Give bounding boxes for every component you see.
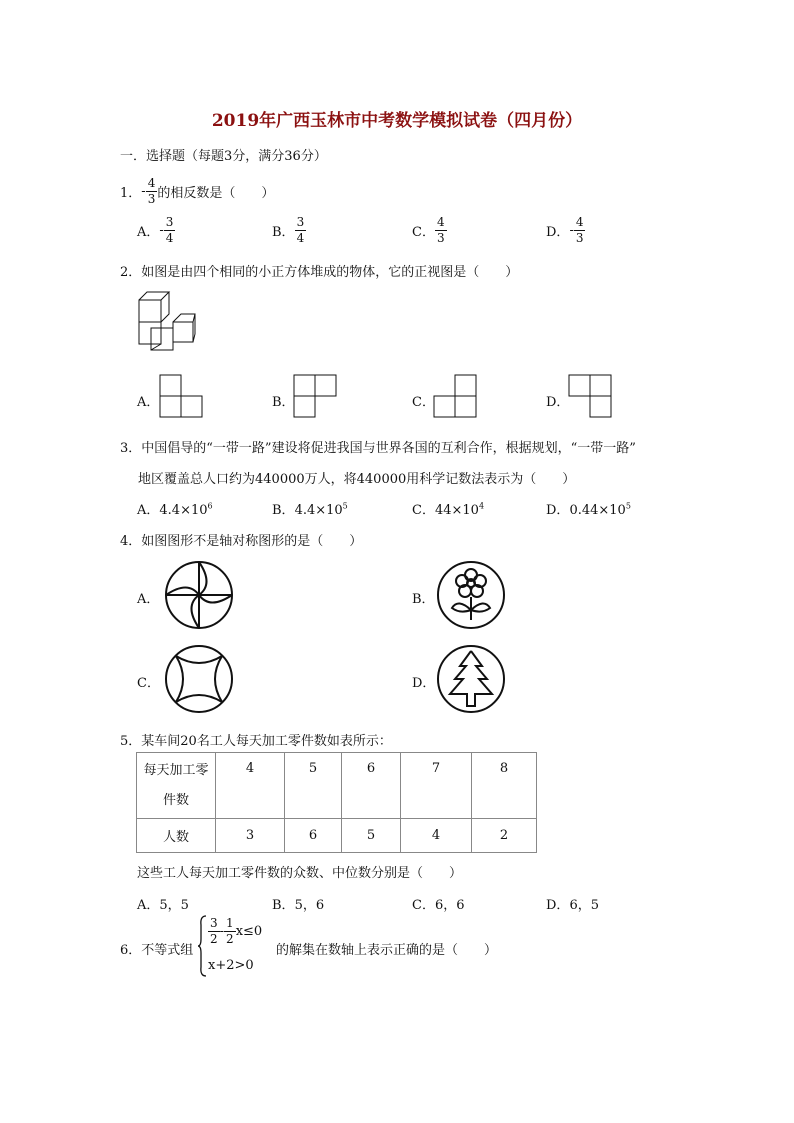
table-cell: 2 bbox=[472, 819, 537, 853]
section-heading: 一．选择题（每题3分，满分36分） bbox=[120, 149, 327, 164]
q3-option-c[interactable]: C．$44\times 10^4$ bbox=[412, 501, 485, 518]
q3-option-d[interactable]: D．$0.44\times 10^5$ bbox=[546, 501, 631, 518]
q2-option-a-figure[interactable] bbox=[160, 375, 204, 419]
question-1-fraction: $\frac{4}{3}$ bbox=[147, 176, 156, 206]
tree-circle-figure[interactable] bbox=[436, 644, 506, 714]
concave-square-circle-figure[interactable] bbox=[164, 644, 234, 714]
q2-option-c-label[interactable]: C． bbox=[412, 395, 435, 410]
question-2-stem: 2．如图是由四个相同的小正方体堆成的物体，它的正视图是（ ） bbox=[120, 265, 519, 280]
question-4-stem: 4．如图图形不是轴对称图形的是（ ） bbox=[120, 534, 363, 549]
table-header-cell: 人数 bbox=[137, 819, 216, 853]
table-cell: 6 bbox=[342, 753, 401, 819]
q4-option-a-label[interactable]: A． bbox=[137, 592, 160, 607]
page-title: 2019年广西玉林市中考数学模拟试卷（四月份） bbox=[211, 111, 583, 131]
q3-option-a[interactable]: A．$4.4\times 10^6$ bbox=[137, 501, 213, 518]
inequality-2: x+2>0 bbox=[208, 958, 254, 973]
q1-option-a[interactable]: A． - $\frac{3}{4}$ bbox=[137, 215, 174, 245]
q1-option-d[interactable]: D． - $\frac{4}{3}$ bbox=[546, 215, 584, 245]
q5-option-c[interactable]: C．6，6 bbox=[412, 898, 465, 913]
question-5-stem: 5．某车间20名工人每天加工零件数如表所示： bbox=[120, 734, 392, 749]
table-header-cell: 每天加工零 件数 bbox=[137, 753, 216, 819]
table-cell: 5 bbox=[342, 819, 401, 853]
question-1-number: 1． bbox=[120, 186, 142, 201]
brace-icon bbox=[197, 915, 207, 977]
table-cell: 5 bbox=[285, 753, 342, 819]
q2-option-d-figure[interactable] bbox=[569, 375, 613, 419]
table-cell: 4 bbox=[401, 819, 472, 853]
question-6-prefix: 6．不等式组 bbox=[120, 943, 194, 958]
question-6-suffix: 的解集在数轴上表示正确的是（ ） bbox=[276, 943, 498, 958]
q5-option-d[interactable]: D．6，5 bbox=[546, 898, 599, 913]
table-cell: 8 bbox=[472, 753, 537, 819]
q3-option-b[interactable]: B．$4.4\times 10^5$ bbox=[272, 501, 348, 518]
q5-option-a[interactable]: A．5，5 bbox=[137, 898, 189, 913]
table-row bbox=[137, 753, 537, 819]
table-row bbox=[137, 819, 537, 853]
q2-option-c-figure[interactable] bbox=[434, 375, 478, 419]
q5-option-b[interactable]: B．5，6 bbox=[272, 898, 325, 913]
table-cell: 6 bbox=[285, 819, 342, 853]
q2-option-d-label[interactable]: D． bbox=[546, 395, 570, 410]
table-cell: 7 bbox=[401, 753, 472, 819]
q4-option-c-label[interactable]: C． bbox=[137, 676, 160, 691]
question-3-line-2: 地区覆盖总人口约为440000万人，将440000用科学记数法表示为（ ） bbox=[138, 472, 576, 487]
question-3-line-1: 3．中国倡导的“一带一路”建设将促进我国与世界各国的互利合作，根据规划，“一带一路” bbox=[120, 441, 636, 456]
q2-option-a-label[interactable]: A． bbox=[137, 395, 160, 410]
question-1-text: 的相反数是（ ） bbox=[157, 186, 275, 201]
q4-option-b-label[interactable]: B． bbox=[412, 592, 435, 607]
cube-stack-figure bbox=[133, 288, 203, 358]
question-1-stem: 1． - $\frac{4}{3}$ 的相反数是（ ） bbox=[120, 176, 275, 206]
q1-option-b[interactable]: B． $\frac{3}{4}$ bbox=[272, 215, 305, 245]
q1-option-c[interactable]: C． $\frac{4}{3}$ bbox=[412, 215, 445, 245]
question-5-question: 这些工人每天加工零件数的众数、中位数分别是（ ） bbox=[137, 866, 463, 881]
q4-option-d-label[interactable]: D． bbox=[412, 676, 436, 691]
table-cell: 4 bbox=[216, 753, 285, 819]
flower-circle-figure[interactable] bbox=[436, 560, 506, 630]
pinwheel-circle-figure[interactable] bbox=[164, 560, 234, 630]
table-cell: 3 bbox=[216, 819, 285, 853]
data-table bbox=[136, 752, 537, 853]
inequality-1: $\frac{3}{2}$ - $\frac{1}{2}$ x≤0 bbox=[210, 916, 263, 946]
q2-option-b-label[interactable]: B． bbox=[272, 395, 295, 410]
q2-option-b-figure[interactable] bbox=[294, 375, 338, 419]
